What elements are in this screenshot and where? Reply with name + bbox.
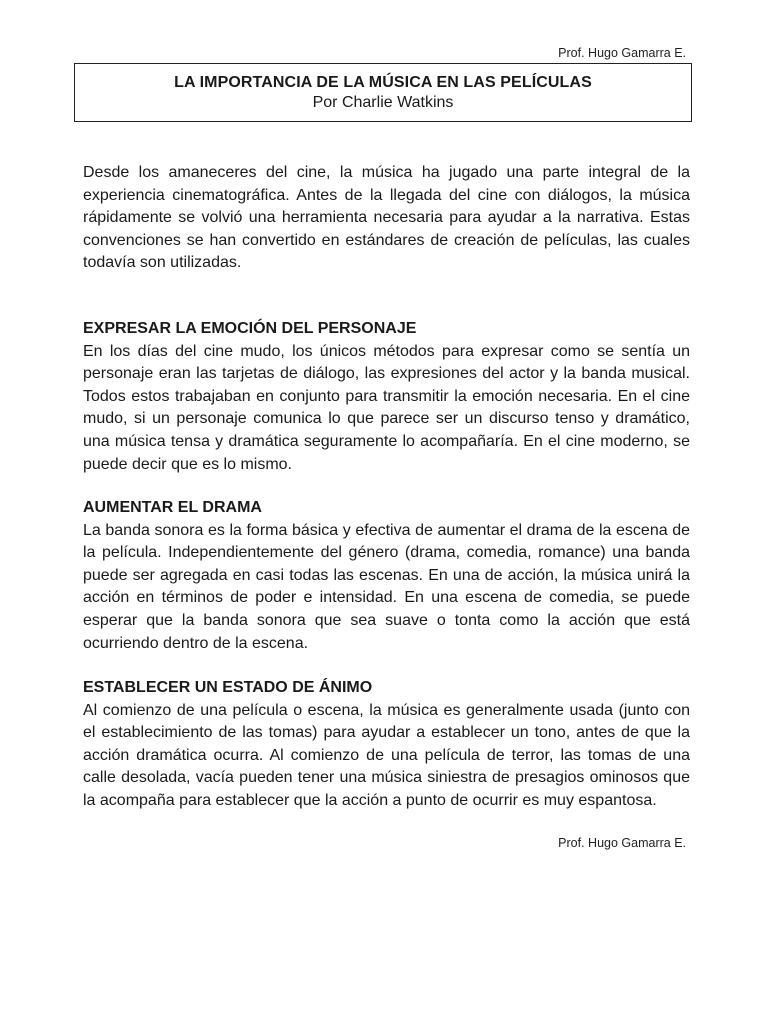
document-title: LA IMPORTANCIA DE LA MÚSICA EN LAS PELÍCULAS	[174, 74, 592, 91]
section-set-mood	[83, 677, 690, 813]
title-box	[74, 63, 692, 122]
intro-text: Desde los amaneceres del cine, la música ha jugado una parte integral de la experiencia cinematográfica. Antes de la llegada del cine con diálogos, la música rápidamente se volvió una herramienta necesaria para ayudar a la narrativa. Estas convenciones se han convertido en estándares de creación de películas, las cuales todavía son utilizadas.	[83, 164, 690, 272]
section-heading: ESTABLECER UN ESTADO DE ÁNIMO	[83, 679, 373, 696]
intro-paragraph	[83, 162, 690, 275]
document-byline: Por Charlie Watkins	[312, 94, 454, 111]
section-body: En los días del cine mudo, los únicos métodos para expresar como se sentía un personaje eran las tarjetas de diálogo, las expresiones del actor y la banda musical. Todos estos trabajaban en conjunto para transmitir la emoción necesaria. En el cine mudo, si un personaje comunica lo que parece ser un discurso tenso y dramático, una música tensa y dramática seguramente lo acompañaría. En el cine moderno, se puede decir que es lo mismo.	[83, 342, 690, 473]
section-heading: AUMENTAR EL DRAMA	[83, 499, 262, 516]
section-body: La banda sonora es la forma básica y efectiva de aumentar el drama de la escena de la película. Independientemente del género (drama, comedia, romance) una banda puede ser agregada en casi todas las escenas. En una de acción, la música unirá la acción en términos de poder e intensidad. En una escena de comedia, se puede esperar que la banda sonora que sea suave o tonta como la acción que está ocurriendo dentro de la escena.	[83, 521, 690, 652]
section-body: Al comienzo de una película o escena, la música es generalmente usada (junto con el establecimiento de las tomas) para ayudar a establecer un tono, antes de que la acción dramática ocurra. Al comienzo de una película de terror, las tomas de una calle desolada, vacía pueden tener una música siniestra de presagios ominosos que la acompaña para establecer que la acción a punto de ocurrir es muy espantosa.	[83, 701, 690, 809]
section-heading: EXPRESAR LA EMOCIÓN DEL PERSONAJE	[83, 320, 417, 337]
footer-author: Prof. Hugo Gamarra E.	[558, 836, 686, 850]
section-character-emotion	[83, 318, 690, 476]
section-increase-drama	[83, 497, 690, 655]
header-author: Prof. Hugo Gamarra E.	[558, 46, 686, 60]
